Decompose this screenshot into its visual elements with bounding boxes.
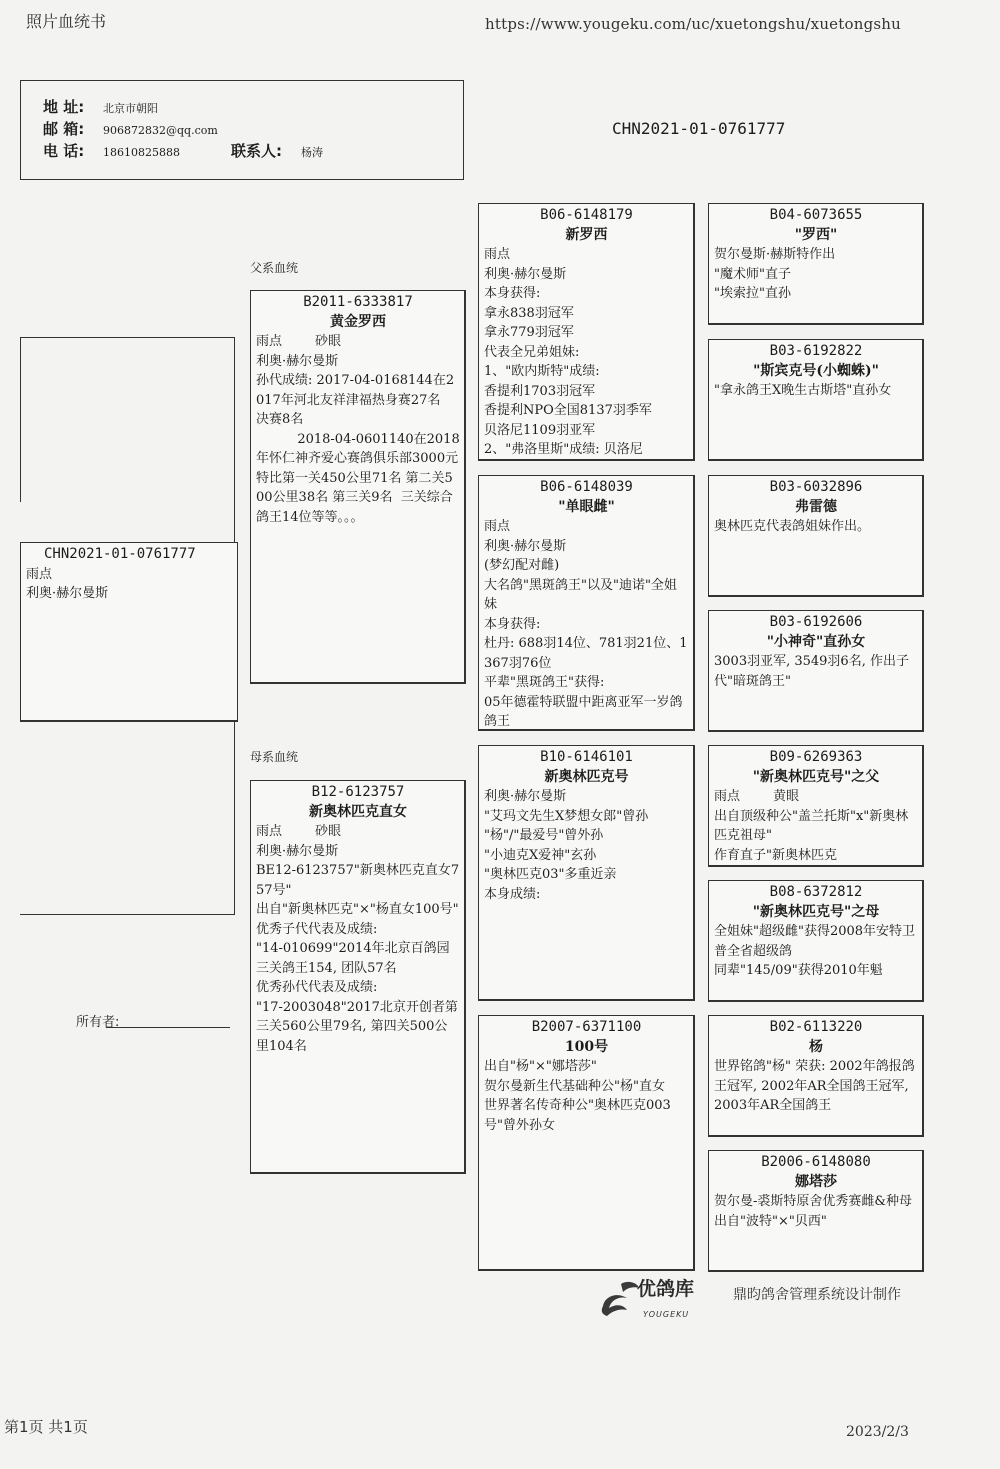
contact-box: [20, 80, 464, 180]
info-line: "艾玛文先生X梦想女郎"曾孙: [484, 808, 649, 824]
sire-line-label: 父系血统: [250, 261, 299, 275]
info-line: 平辈"黑斑鸽王"获得:: [484, 675, 605, 690]
info-line: 利奥·赫尔曼斯: [484, 266, 567, 282]
info-line: 贺尔曼新生代基础种公"杨"直女: [484, 1078, 665, 1094]
credit-text: 鼎昀鸽舍管理系统设计制作: [733, 1287, 901, 1303]
bird-name: "单眼雌": [558, 499, 615, 515]
phone-label: 电 话:: [43, 142, 85, 160]
info-line: 奥林匹克代表鸽姐妹作出。: [714, 519, 871, 534]
dam-line-label: 母系血统: [250, 750, 299, 764]
info-line: 本身获得:: [484, 616, 541, 632]
ring-number: B08-6372812: [769, 884, 863, 900]
sire-line: 利奥·赫尔曼斯: [256, 353, 339, 369]
owner-line: [106, 1027, 230, 1028]
brand-logo: [597, 1278, 717, 1320]
info-line: 利奥·赫尔曼斯: [484, 789, 567, 804]
dam-ring: B12-6123757: [311, 784, 405, 800]
info-line: "杨"/"最爱号"曾外孙: [484, 828, 604, 843]
info-line: 贺尔曼-裘斯特原舍优秀赛雌&种母: [714, 1194, 912, 1209]
info-line: 出自顶级种公"盖兰托斯"x"新奥林匹克祖母": [714, 808, 909, 843]
dam-line: 出自"新奥林匹克"×"杨直女100号": [256, 902, 459, 917]
sds-box: [708, 475, 924, 597]
owner-label: 所有者:: [76, 1015, 120, 1030]
email-value: 906872832@qq.com: [103, 124, 218, 137]
dam-line: 雨点 砂眼: [256, 824, 342, 839]
dam-name: 新奥林匹克直女: [309, 804, 407, 820]
info-line: 世界著名传奇种公"奥林匹克003号"曾外孙女: [484, 1098, 671, 1133]
dam-line: "17-2003048"2017北京开创者第三关560公里79名, 第四关500公里104名: [256, 999, 458, 1054]
connector-line-upper: [20, 337, 21, 502]
info-line: 拿永838羽冠军: [484, 305, 574, 321]
info-line: "奥林匹克03"多重近亲: [484, 867, 617, 882]
info-line: 本身成绩:: [484, 886, 541, 902]
dam-line: 利奥·赫尔曼斯: [256, 843, 339, 859]
sdd-box: [708, 610, 924, 732]
info-line: 本身获得:: [484, 286, 541, 301]
subject-box: [20, 542, 238, 722]
info-line: 全姐妹"超级雌"获得2008年安特卫普全省超级鸽: [714, 924, 916, 959]
info-line: 香提利1703羽冠军: [484, 383, 596, 399]
info-line: "小迪克X爱神"玄孙: [484, 847, 597, 863]
ring-number: B02-6113220: [769, 1019, 863, 1035]
ring-number: B09-6269363: [769, 749, 863, 765]
info-line: "魔术师"直子: [714, 266, 791, 282]
dam-line: "14-010699"2014年北京百鸽园三关鸽王154, 团队57名: [256, 941, 450, 976]
top-ring-number: CHN2021-01-0761777: [612, 119, 786, 138]
ring-number: B03-6192606: [769, 614, 863, 630]
dam-sire-box: [478, 745, 695, 1001]
sire-name: 黄金罗西: [330, 314, 386, 330]
pigeon-swirl-icon: [597, 1278, 641, 1320]
subject-line: 雨点: [26, 566, 53, 582]
sire-sire-box: [478, 203, 695, 461]
dss-box: [708, 745, 924, 867]
subject-ring: CHN2021-01-0761777: [44, 546, 196, 562]
info-line: 杜丹: 688羽14位、781羽21位、1367羽76位: [484, 636, 688, 671]
ddd-box: [708, 1150, 924, 1272]
info-line: 同辈"145/09"获得2010年魁: [714, 963, 883, 978]
info-line: (梦幻配对雌): [484, 558, 560, 573]
bird-name: 新奥林匹克号: [544, 769, 629, 785]
info-line: 大名鸽"黑斑鸽王"以及"迪诺"全姐妹: [484, 577, 677, 612]
page-indicator: 第1页 共1页: [4, 1418, 88, 1436]
bird-name: 娜塔莎: [795, 1174, 837, 1190]
bird-name: 新罗西: [565, 227, 608, 243]
ssd-box: [708, 339, 924, 461]
brand-name: 优鸽库: [637, 1278, 695, 1300]
sire-dam-box: [478, 475, 695, 731]
info-line: 雨点 黄眼: [714, 789, 800, 804]
contact-label: 联系人:: [231, 142, 282, 160]
dsd-box: [708, 880, 924, 1002]
info-line: 作育直子"新奥林匹克: [714, 847, 837, 863]
info-line: 利奥·赫尔曼斯: [484, 538, 567, 554]
brand-name-en: YOUGEKU: [643, 1310, 690, 1319]
sss-box: [708, 203, 924, 325]
ring-number: B2007-6371100: [531, 1019, 642, 1035]
info-line: 香提利NPO全国8137羽季军: [484, 403, 652, 418]
info-line: 1、"欧内斯特"成绩:: [484, 364, 600, 379]
sire-box: [250, 290, 466, 684]
bird-name: "小神奇"直孙女: [766, 634, 866, 650]
info-line: 出自"杨"×"娜塔莎": [484, 1059, 597, 1074]
info-line: 拿永779羽冠军: [484, 325, 574, 340]
info-line: 2、"弗洛里斯"成绩: 贝洛尼: [484, 442, 643, 457]
phone-value: 18610825888: [103, 146, 180, 159]
bird-name: "罗西": [794, 227, 838, 243]
info-line: 05年德霍特联盟中距离亚军一岁鸽鸽王: [484, 694, 683, 729]
ring-number: B10-6146101: [540, 749, 633, 765]
sire-ring: B2011-6333817: [303, 294, 413, 310]
info-line: "埃索拉"直孙: [714, 286, 791, 301]
ring-number: B03-6192822: [769, 343, 863, 359]
dam-line: 优秀孙代代表及成绩:: [256, 980, 378, 995]
source-url: https://www.yougeku.com/uc/xuetongshu/xuetongshu: [485, 15, 901, 33]
bird-name: 100号: [564, 1039, 609, 1055]
bird-name: 杨: [809, 1039, 823, 1055]
dam-box: [250, 780, 466, 1174]
sire-line: 雨点 砂眼: [256, 334, 342, 349]
ring-number: B2006-6148080: [761, 1154, 871, 1170]
print-date: 2023/2/3: [846, 1424, 909, 1440]
dam-line: 优秀子代代表及成绩:: [256, 921, 378, 937]
subject-line: 利奥·赫尔曼斯: [26, 586, 109, 601]
dam-line: BE12-6123757"新奥林匹克直女757号": [256, 863, 460, 898]
document-title: 照片血统书: [26, 12, 107, 31]
bird-name: "新奥林匹克号"之母: [752, 904, 880, 920]
info-line: 雨点: [484, 247, 511, 262]
sire-line: 2018-04-0601140在2018年怀仁神齐爱心赛鸽俱乐部3000元特比第一关450公里71名 第二关500公里38名 第三关9名 三关综合鸽王14位等等。。。: [256, 431, 460, 525]
address-value: 北京市朝阳: [103, 102, 158, 115]
info-line: 世界铭鸽"杨" 荣获: 2002年鸽报鸽王冠军, 2002年AR全国鸽王冠军, 2003年AR全国鸽王: [714, 1059, 915, 1113]
info-line: "拿永鸽王X晚生古斯塔"直孙女: [714, 383, 892, 398]
sire-line: 孙代成绩: 2017-04-0168144在2017年河北友祥津福热身赛27名 决赛8名: [256, 373, 455, 427]
info-line: 3003羽亚军, 3549羽6名, 作出子代"暗斑鸽王": [714, 654, 909, 689]
ring-number: B04-6073655: [769, 207, 863, 223]
ring-number: B06-6148179: [540, 207, 633, 223]
dds-box: [708, 1015, 924, 1137]
contact-name: 杨涛: [301, 146, 323, 159]
info-line: 出自"波特"×"贝西": [714, 1213, 827, 1229]
bird-name: "新奥林匹克号"之父: [752, 769, 880, 785]
email-label: 邮 箱:: [43, 120, 85, 138]
info-line: 代表全兄弟姐妹:: [484, 344, 580, 360]
info-line: 贺尔曼斯·赫斯特作出: [714, 247, 836, 262]
info-line: 雨点: [484, 519, 511, 534]
dam-dam-box: [478, 1015, 695, 1271]
bird-name: 弗雷德: [795, 499, 837, 515]
address-label: 地 址:: [43, 98, 85, 116]
info-line: 贝洛尼1109羽亚军: [484, 422, 596, 438]
ring-number: B06-6148039: [540, 479, 633, 495]
bird-name: "斯宾克号(小蜘蛛)": [753, 363, 879, 379]
ring-number: B03-6032896: [769, 479, 863, 495]
